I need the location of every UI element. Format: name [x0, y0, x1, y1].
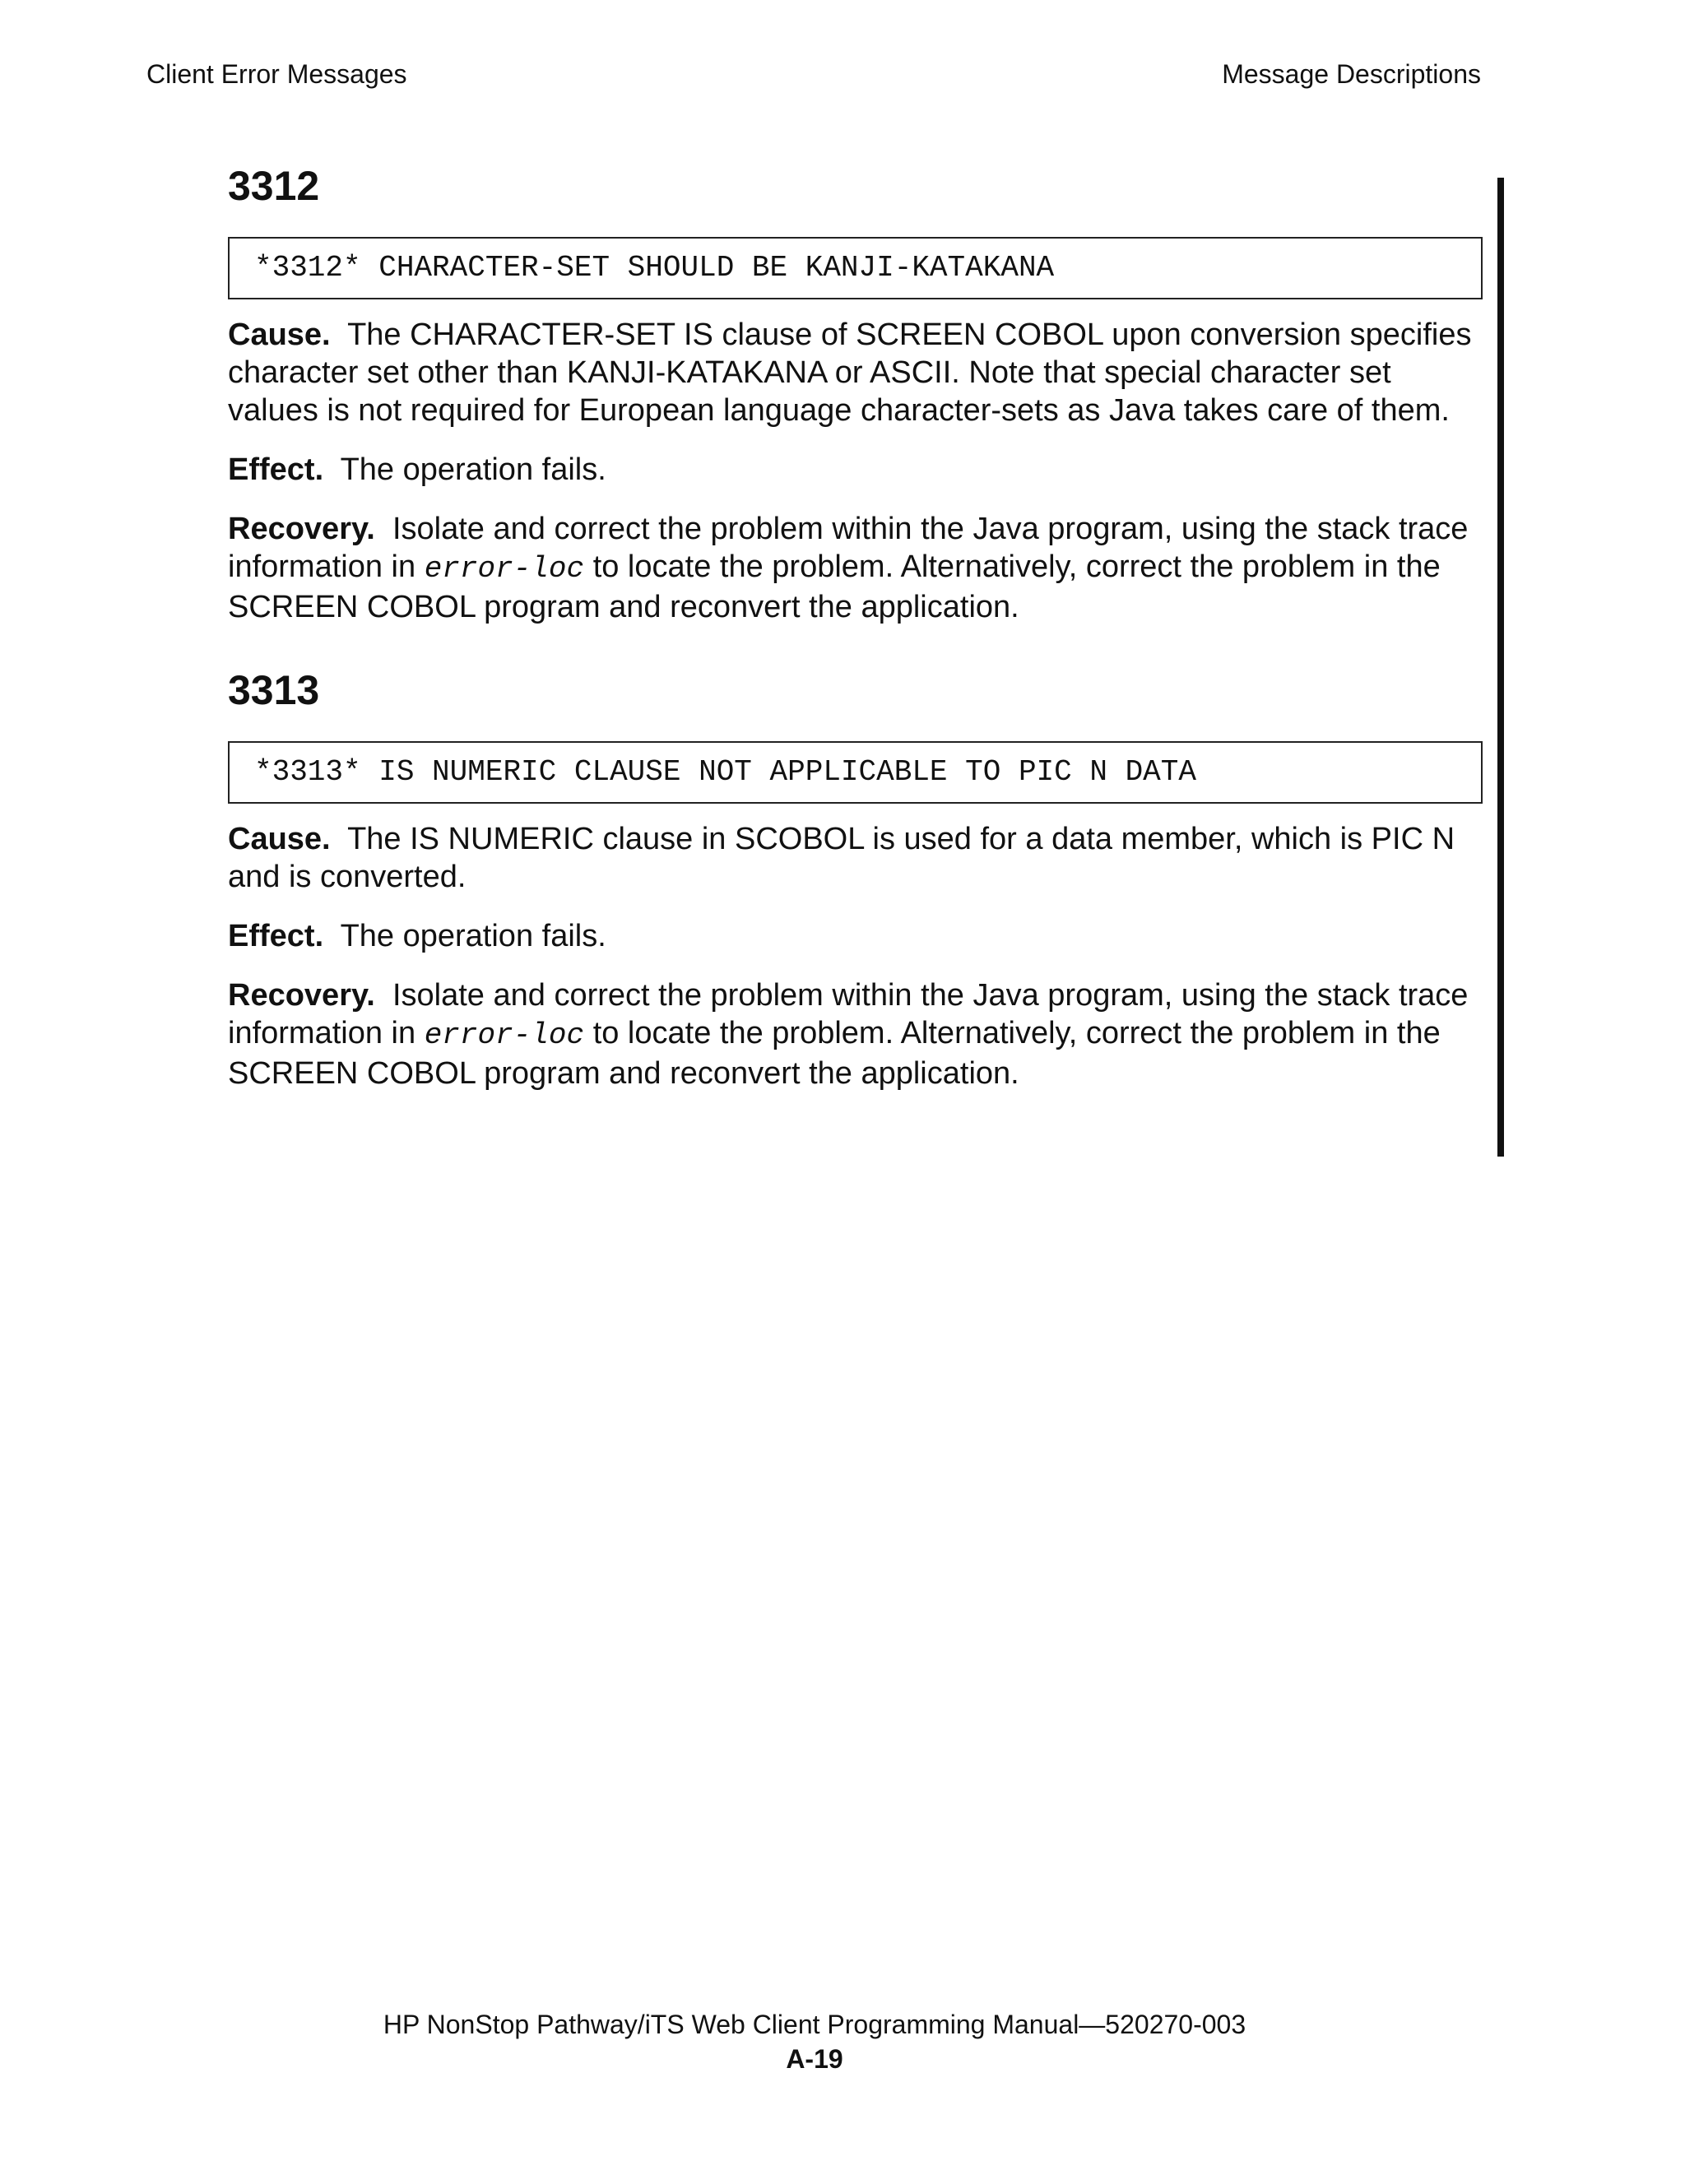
effect-text: The operation fails. — [340, 452, 606, 487]
message-3313 — [228, 665, 1483, 1092]
cause-text: The CHARACTER-SET IS clause of SCREEN COBOL upon conversion specifies character set other than KANJI-KATAKANA or ASCII. Note that special character set values is not required for European language character-sets as Java takes care of them. — [228, 318, 1472, 428]
recovery-text-after: to locate the problem. Alternatively, correct the problem in the SCREEN COBOL program and reconvert the application. — [228, 549, 1441, 624]
recovery-label: Recovery. — [228, 978, 375, 1013]
page-footer — [0, 2007, 1629, 2076]
running-header — [146, 56, 1481, 92]
effect-paragraph — [228, 917, 1483, 955]
cause-label: Cause. — [228, 318, 331, 352]
recovery-text-before: Isolate and correct the problem within the Java program, using the stack trace information in — [228, 978, 1469, 1050]
manual-title: HP NonStop Pathway/iTS Web Client Programming Manual—520270-003 — [383, 2010, 1246, 2039]
recovery-text-after: to locate the problem. Alternatively, correct the problem in the SCREEN COBOL program and reconvert the application. — [228, 1016, 1441, 1091]
message-3312 — [228, 161, 1483, 626]
recovery-paragraph — [228, 976, 1483, 1092]
cause-label: Cause. — [228, 822, 331, 856]
page-content — [228, 161, 1483, 1114]
recovery-code: error-loc — [424, 1018, 585, 1052]
cause-text: The IS NUMERIC clause in SCOBOL is used for a data member, which is PIC N and is converted. — [228, 822, 1455, 894]
message-text-box: *3313* IS NUMERIC CLAUSE NOT APPLICABLE TO PIC N DATA — [228, 741, 1483, 804]
effect-label: Effect. — [228, 919, 324, 953]
effect-label: Effect. — [228, 452, 324, 487]
recovery-code: error-loc — [424, 552, 585, 586]
message-number: 3312 — [228, 163, 320, 209]
message-number: 3313 — [228, 667, 320, 713]
effect-text: The operation fails. — [340, 919, 606, 953]
cause-paragraph — [228, 316, 1483, 429]
recovery-label: Recovery. — [228, 512, 375, 546]
message-text-box: *3312* CHARACTER-SET SHOULD BE KANJI-KATAKANA — [228, 237, 1483, 299]
header-chapter-title: Message Descriptions — [1222, 59, 1481, 89]
effect-paragraph — [228, 451, 1483, 489]
cause-paragraph — [228, 820, 1483, 896]
change-bar — [1497, 178, 1504, 1157]
header-section-title: Client Error Messages — [146, 59, 407, 89]
recovery-paragraph — [228, 510, 1483, 626]
page-number: A-19 — [786, 2044, 843, 2074]
recovery-text-before: Isolate and correct the problem within the Java program, using the stack trace information in — [228, 512, 1469, 584]
